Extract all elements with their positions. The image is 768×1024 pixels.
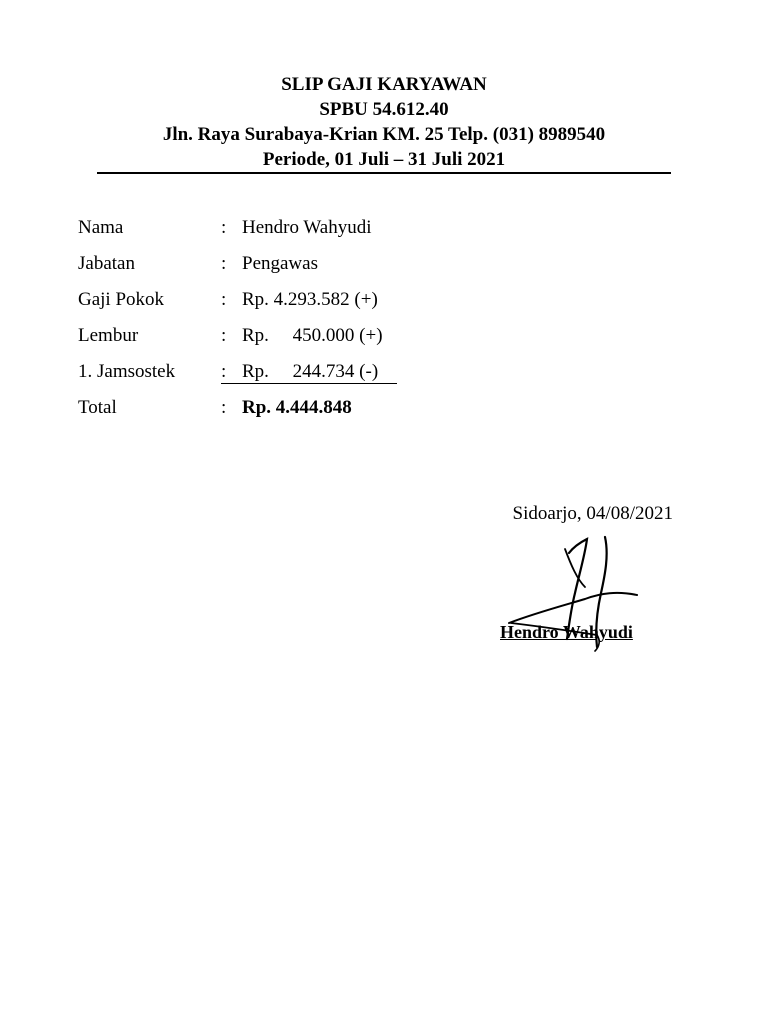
detail-label: Total: [78, 397, 117, 418]
signer-name: Hendro Wahyudi: [500, 622, 633, 642]
document-title: SLIP GAJI KARYAWAN: [281, 74, 487, 95]
document-header: [0, 72, 768, 172]
detail-value: Pengawas: [242, 253, 318, 274]
detail-label: Nama: [78, 217, 124, 238]
detail-value: Rp. 244.734 (-): [242, 361, 379, 382]
detail-value-total: Rp. 4.444.848: [242, 397, 352, 418]
detail-label: Jabatan: [78, 253, 135, 274]
detail-value: Rp. 450.000 (+): [242, 325, 383, 346]
station-name: SPBU 54.612.40: [319, 99, 449, 120]
pay-period: Periode, 01 Juli – 31 Juli 2021: [262, 149, 506, 170]
detail-colon: :: [221, 253, 227, 274]
subtotal-underline: [221, 383, 397, 384]
detail-colon: :: [221, 217, 227, 238]
header-divider: [97, 172, 671, 174]
detail-value: Hendro Wahyudi: [242, 217, 372, 238]
place-date: Sidoarjo, 04/08/2021: [512, 503, 673, 524]
detail-colon: :: [221, 361, 227, 382]
detail-colon: :: [221, 325, 227, 346]
detail-colon: :: [221, 397, 227, 418]
detail-value: Rp. 4.293.582 (+): [242, 289, 378, 310]
detail-colon: :: [221, 289, 227, 310]
station-address: Jln. Raya Surabaya-Krian KM. 25 Telp. (031) 8989540: [162, 124, 606, 145]
detail-label: Gaji Pokok: [78, 289, 165, 310]
detail-label: 1. Jamsostek: [78, 361, 176, 382]
detail-label: Lembur: [78, 325, 139, 346]
